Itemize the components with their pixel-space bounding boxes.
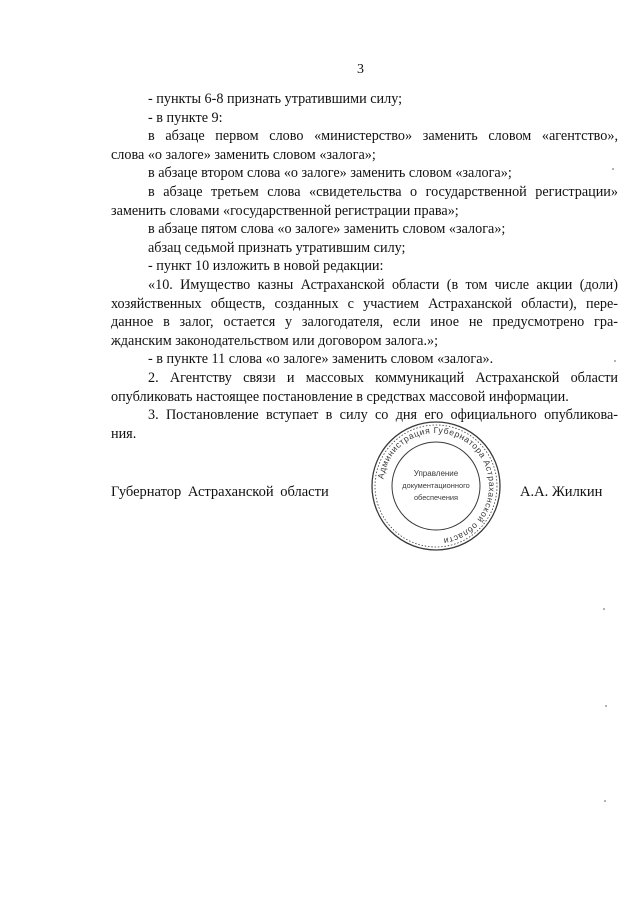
paragraph-line: «10. Имущество казны Астраханской области (в том числе акции (доли)	[148, 276, 618, 293]
paragraph-line: 2. Агентству связи и массовых коммуникаций Астраханской области	[148, 369, 618, 386]
paragraph-line: - в пункте 11 слова «о залоге» заменить словом «залога».	[148, 351, 494, 368]
signatory-position: Губернатор Астраханской области	[111, 484, 329, 500]
official-seal	[368, 418, 504, 554]
paragraph-line: слова «о залоге» заменить словом «залога»;	[111, 146, 376, 163]
paragraph-line: хозяйственных обществ, созданных с участием Астраханской области), пере-	[111, 295, 618, 312]
paragraph-line: заменить словами «государственной регистрации права»;	[111, 202, 459, 219]
document-body	[111, 90, 618, 443]
scan-speck	[612, 168, 614, 170]
seal-inner-line: документационного	[402, 481, 470, 490]
scan-speck	[614, 360, 616, 362]
paragraph-line: 3. Постановление вступает в силу со дня его официального опубликова-	[148, 407, 618, 424]
seal-outer-text: Администрация Губернатора Астраханской области	[375, 424, 498, 547]
signatory-name: А.А. Жилкин	[520, 484, 603, 500]
paragraph-line: - в пункте 9:	[148, 109, 223, 126]
paragraph-line: - пункты 6-8 признать утратившими силу;	[148, 91, 403, 107]
paragraph-line: опубликовать настоящее постановление в средствах массовой информации.	[111, 388, 569, 405]
paragraph-line: жданским законодательством или договором залога.»;	[111, 332, 439, 349]
seal-inner-line: обеспечения	[413, 493, 459, 502]
paragraph-line: ния.	[111, 425, 137, 442]
paragraph-line: абзац седьмой признать утратившим силу;	[148, 239, 406, 256]
paragraph-line: в абзаце пятом слова «о залоге» заменить словом «залога»;	[148, 221, 506, 238]
scan-speck	[603, 608, 605, 610]
scan-speck	[604, 800, 606, 802]
page-number: 3	[357, 62, 364, 77]
paragraph-line: в абзаце третьем слова «свидетельства о государственной регистрации»	[148, 183, 618, 200]
paragraph-line: в абзаце первом слово «министерство» заменить словом «агентство»,	[148, 128, 618, 145]
paragraph-line: - пункт 10 изложить в новой редакции:	[148, 258, 384, 275]
scan-speck	[605, 705, 607, 707]
seal-inner-line: Управление	[413, 469, 459, 478]
paragraph-line: в абзаце втором слова «о залоге» заменить словом «залога»;	[148, 165, 512, 182]
paragraph-line: данное в залог, остается у залогодателя, если иное не предусмотрено гра-	[111, 314, 618, 331]
